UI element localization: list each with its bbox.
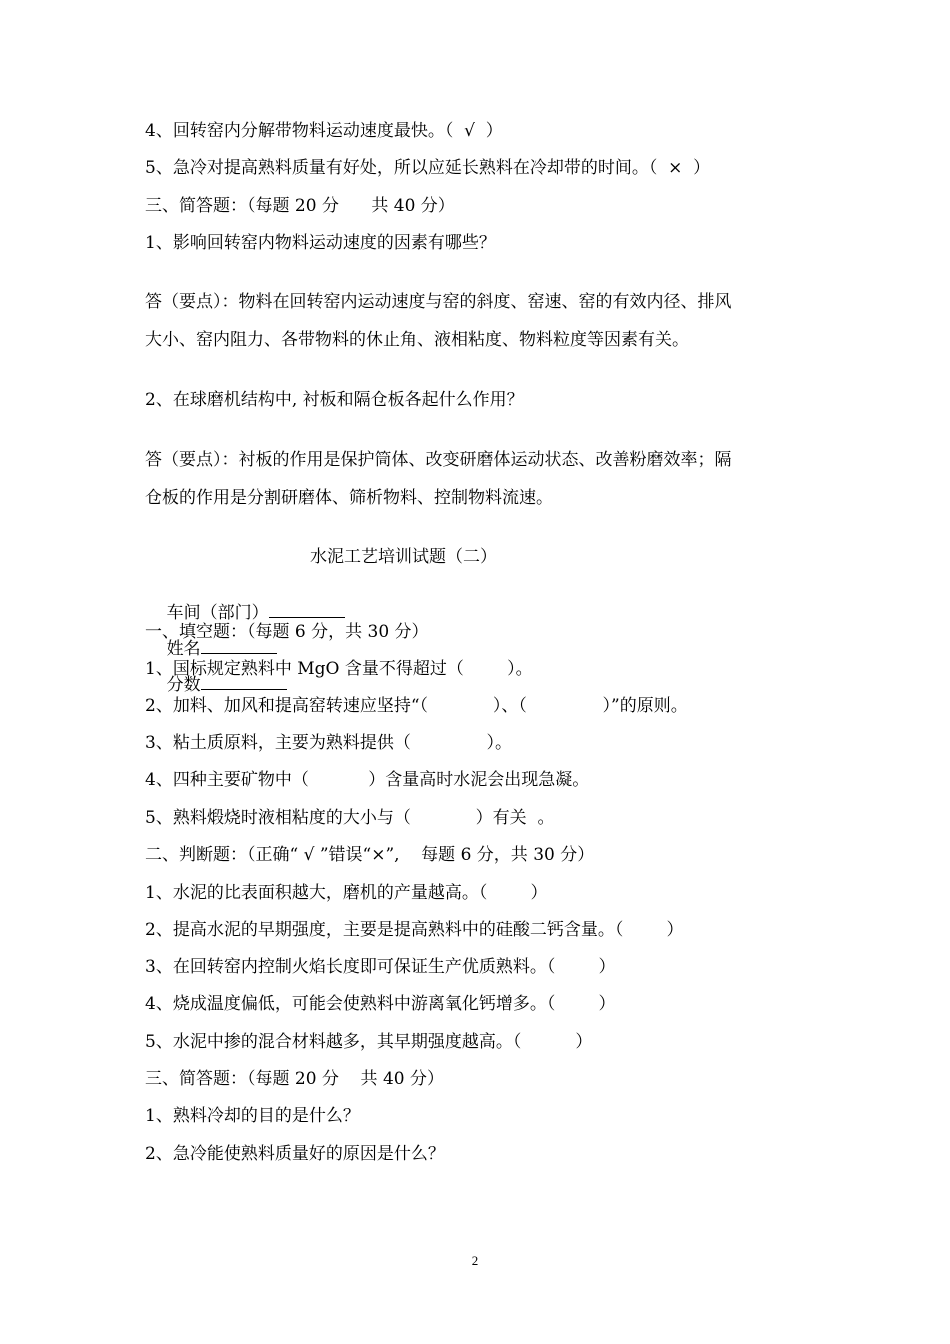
short-answer-question-1: 1、影响回转窑内物料运动速度的因素有哪些？ (145, 233, 496, 253)
judge-item-4: 4、烧成温度偏低，可能会使熟料中游离氧化钙增多。（ ） (145, 994, 616, 1014)
section-heading-short-answer: 三、简答题：（每题 20 分 共 40 分） (145, 196, 455, 216)
judge-item-5: 5、急冷对提高熟料质量有好处，所以应延长熟料在冷却带的时间。（ × ） (145, 158, 711, 178)
judge-item-5: 5、水泥中掺的混合材料越多，其早期强度越高。（ ） (145, 1032, 593, 1052)
dept-blank[interactable] (269, 603, 345, 618)
section-heading-judge: 二、判断题：（正确“ √ ”错误“×”, 每题 6 分，共 30 分） (145, 845, 595, 865)
fill-item-4: 4、四种主要矿物中（ ）含量高时水泥会出现急凝。 (145, 770, 590, 790)
short-answer-answer-1-line-2: 大小、窑内阻力、各带物料的休止角、液相粘度、物料粒度等因素有关。 (145, 330, 689, 350)
section-heading-fill: 一、填空题：（每题 6 分，共 30 分） (145, 622, 429, 642)
short-answer-question-2: 2、在球磨机结构中, 衬板和隔仓板各起什么作用？ (145, 390, 524, 410)
fill-item-3: 3、粘土质原料，主要为熟料提供（ ）。 (145, 733, 512, 753)
fill-item-2: 2、加料、加风和提高窑转速应坚持“（ ）、（ ）”的原则。 (145, 696, 688, 716)
judge-item-3: 3、在回转窑内控制火焰长度即可保证生产优质熟料。（ ） (145, 957, 616, 977)
dept-label: 车间（部门） (166, 603, 269, 623)
exam-title: 水泥工艺培训试题（二） (310, 547, 497, 567)
short-answer-answer-1-line-1: 答（要点）：物料在回转窑内运动速度与窑的斜度、窑速、窑的有效内径、排风 (145, 292, 732, 312)
fill-item-5: 5、熟料煅烧时液相粘度的大小与（ ）有关 。 (145, 808, 555, 828)
score-label: 分数 (166, 675, 201, 695)
judge-item-4: 4、回转窑内分解带物料运动速度最快。（ √ ） (145, 121, 503, 141)
page-number: 2 (471, 1253, 479, 1268)
judge-item-2: 2、提高水泥的早期强度，主要是提高熟料中的硅酸二钙含量。（ ） (145, 920, 684, 940)
short-answer-answer-2-line-2: 仓板的作用是分割研磨体、筛析物料、控制物料流速。 (145, 488, 553, 508)
short-answer-answer-2-line-1: 答（要点）：衬板的作用是保护筒体、改变研磨体运动状态、改善粉磨效率；隔 (145, 450, 732, 470)
name-label: 姓名 (166, 639, 201, 659)
judge-item-1: 1、水泥的比表面积越大，磨机的产量越高。（ ） (145, 883, 548, 903)
short-answer-question-2: 2、急冷能使熟料质量好的原因是什么？ (145, 1144, 445, 1164)
exam-header-fields (145, 586, 345, 711)
fill-item-1: 1、国标规定熟料中 MgO 含量不得超过（ ）。 (145, 659, 533, 679)
short-answer-question-1: 1、熟料冷却的目的是什么？ (145, 1106, 360, 1126)
section-heading-short-answer: 三、简答题：（每题 20 分 共 40 分） (145, 1069, 444, 1089)
